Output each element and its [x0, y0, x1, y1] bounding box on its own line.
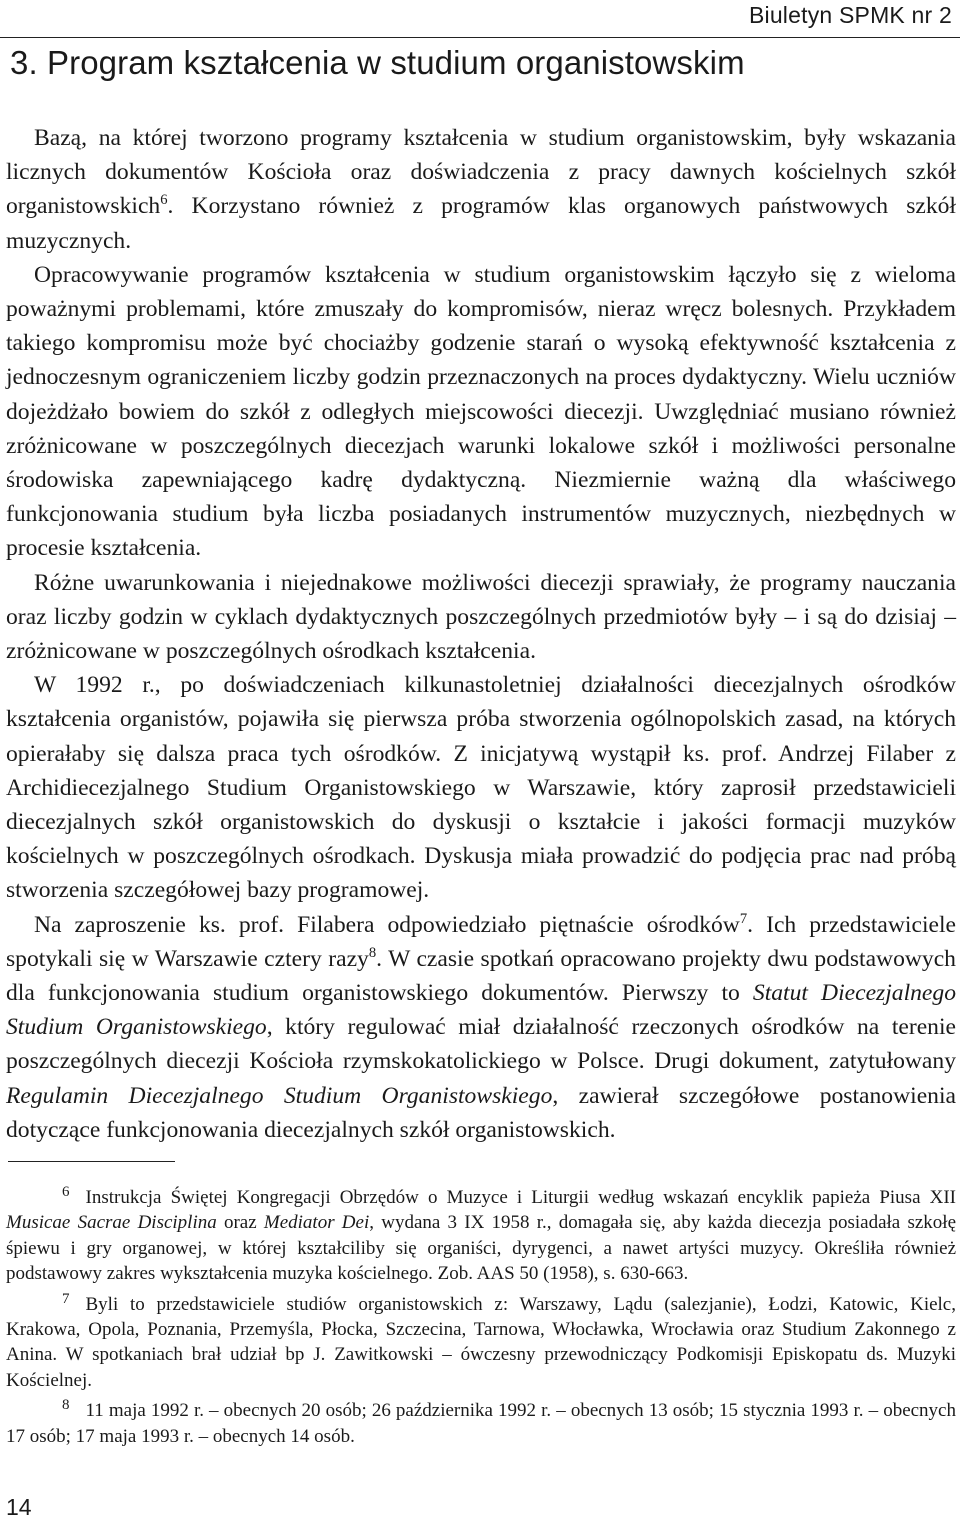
paragraph-text: Na zaproszenie ks. prof. Filabera odpowiedziało piętnaście ośrodków: [34, 911, 740, 938]
paragraph-4: W 1992 r., po doświadczeniach kilkunastoletniej działalności diecezjalnych ośrodków kształcenia organistów, pojawiła się pierwsza próba stworzenia ogólnopolskich zasad, na których opierałaby się dalsza praca tych ośrodków. Z inicjatywą wystąpił ks. prof. Andrzej Filaber z Archidiecezjalnego Studium Organistowskiego w Warszawie, który zaprosił przedstawicieli diecezjalnych szkół organistowskich do dyskusji o kształcie i jakości formacji muzyków kościelnych w poszczególnych ośrodkach. Dyskusja miała prowadzić do podjęcia prac nad próbą stworzenia szczegółowej bazy programowej.: [6, 672, 956, 904]
footnote-italic: Mediator Dei: [263, 1212, 370, 1234]
footnote-text: 11 maja 1992 r. – obecnych 20 osób; 26 października 1992 r. – obecnych 13 osób; 15 stycznia 1993 r. – obecnych 17 osób; 17 maja 1993 r. – obecnych 14 osób.: [6, 1400, 956, 1447]
footnote-mark: 8: [62, 1397, 70, 1414]
footnote-ref-6[interactable]: 6: [160, 192, 168, 209]
section-title-text: Program kształcenia w studium organistowskim: [47, 44, 745, 81]
paragraph-text: Bazą, na której tworzono programy kształcenia w studium organistowskim, były wskazania licznych dokumentów Kościoła oraz doświadczenia z pracy dawnych kościelnych szkół organistowskich: [6, 125, 956, 220]
footnote-text: , wydana 3 IX 1958 r., domagała się, aby każda diecezja posiadała szkołę śpiewu i gry organowej, w której kształciliby się organiści, dyrygenci, a nawet artyści muzycy. Określiła również podstawowy zakres wykształcenia muzyka kościelnego. Zob. AAS 50 (1958), s. 630-663.: [6, 1212, 956, 1285]
footnote-7: [6, 1287, 956, 1394]
paragraph-2: Opracowywanie programów kształcenia w studium organistowskim łączyło się z wieloma poważnymi problemami, które zmuszały do kompromisów, nieraz wręcz bolesnych. Przykładem takiego kompromisu może być chociażby godzenie starań o wysoką efektywność kształcenia z jednoczesnym ograniczeniem liczby godzin przeznaczonych na proces dydaktyczny. Wielu uczniów dojeżdżało bowiem do szkół z odległych miejscowości diecezji. Uwzględniać musiano również zróżnicowane w poszczególnych diecezjach warunki lokalowe szkół i możliwości personalne środowiska zapewniającego kadrę dydaktyczną. Niezmiernie ważną dla właściwego funkcjonowania studium była liczba posiadanych instrumentów muzycznych, niezbędnych w procesie kształcenia.: [6, 261, 956, 562]
footnote-italic: Musicae Sacrae Disciplina: [6, 1212, 217, 1234]
section-title: [10, 44, 745, 82]
footnote-mark: 6: [62, 1184, 70, 1200]
footnote-ref-8[interactable]: 8: [368, 945, 377, 962]
paragraph-text: . W czasie spotkań opracowano projekty dwu podstawowych dla funkcjonowania studium organistowskiego dokumentów. Pierwszy to: [6, 945, 956, 1007]
footnote-6: [6, 1180, 956, 1287]
document-title-regulamin: Regulamin Diecezjalnego Studium Organistowskiego: [6, 1082, 553, 1109]
footnote-separator: [8, 1161, 175, 1162]
section-number: 3.: [10, 44, 38, 81]
header-rule: [0, 37, 960, 38]
paragraph-3: Różne uwarunkowania i niejednakowe możliwości diecezji sprawiały, że programy nauczania oraz liczby godzin w cyklach dydaktycznych poszczególnych przedmiotów były – i są do dzisiaj – zróżnicowane w poszczególnych ośrodkach kształcenia.: [6, 569, 956, 665]
footnote-8: [6, 1393, 956, 1449]
paragraph-1: [6, 121, 956, 258]
footnote-ref-7[interactable]: 7: [739, 910, 748, 927]
footnote-text: Byli to przedstawiciele studiów organistowskich z: Warszawy, Lądu (salezjanie), Łodzi, Katowic, Kielc, Krakowa, Opola, Poznania, Przemyśla, Płocka, Szczecina, Tarnowa, Włocławka, Wrocławia oraz Studium Zakonnego z Anina. W spotkaniach brał udział bp J. Zawitkowski – ówczesny przewodniczący Podkomisji Episkopatu ds. Muzyki Kościelnej.: [6, 1293, 956, 1391]
footnote-text: Instrukcja Świętej Kongregacji Obrzędów o Muzyce i Liturgii według wskazań encyklik papieża Piusa XII: [85, 1187, 956, 1208]
paragraph-text: . Ich przedstawiciele spotykali się w Warszawie cztery razy: [6, 911, 956, 972]
page-number: 14: [6, 1494, 32, 1520]
footnotes: [6, 1180, 956, 1449]
footnote-mark: 7: [62, 1290, 70, 1307]
paragraph-5: [6, 908, 956, 1147]
paragraph-text: . Korzystano również z programów klas organowych państwowych szkół muzycznych.: [6, 193, 956, 254]
paragraph-text: , który regulować miał działalność rzeczonych ośrodków na terenie poszczególnych diecezji Kościoła rzymskokatolickiego w Polsce. Drugi dokument, zatytułowany: [6, 1014, 956, 1075]
document-title-statut: Statut Diecezjalnego Studium Organistowskiego: [6, 980, 956, 1041]
running-header: Biuletyn SPMK nr 2: [748, 2, 952, 28]
paragraph-text: , zawierał szczegółowe postanowienia dotyczące funkcjonowania diecezjalnych szkół organistowskich.: [6, 1082, 956, 1143]
footnote-text: oraz: [216, 1212, 264, 1234]
body-text: [6, 121, 956, 1147]
